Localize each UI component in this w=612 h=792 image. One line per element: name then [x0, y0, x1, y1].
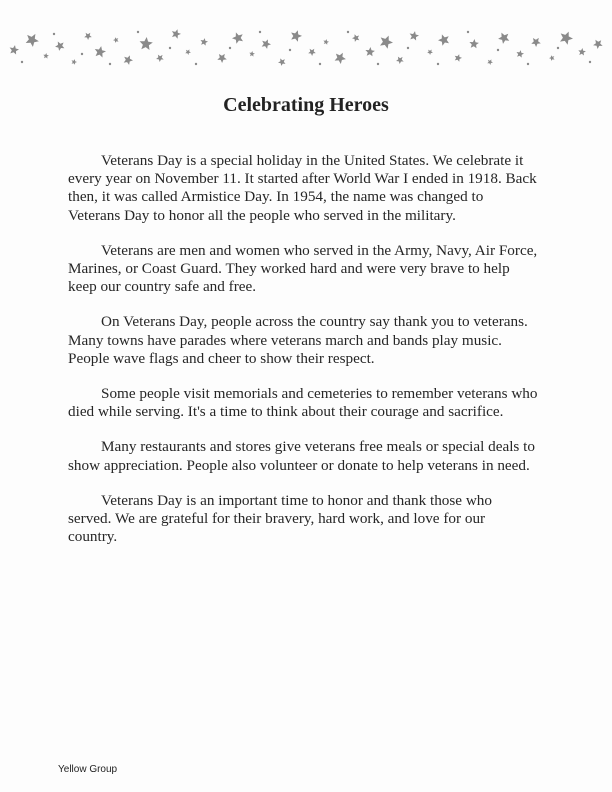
star-icon [560, 32, 573, 45]
star-icon [140, 37, 153, 50]
star-icon [291, 30, 302, 41]
star-icon [72, 59, 78, 65]
star-icon [217, 54, 227, 63]
star-icon [156, 55, 164, 62]
star-fleck-icon [407, 47, 409, 49]
footer-group-label: Yellow Group [58, 764, 118, 775]
star-fleck-icon [467, 31, 469, 33]
star-icon [185, 49, 191, 55]
star-icon [43, 53, 49, 59]
star-icon [335, 53, 346, 64]
star-icon [549, 55, 555, 61]
star-icon [124, 55, 133, 65]
star-icon [323, 39, 329, 45]
star-icon [593, 40, 603, 49]
star-icon [278, 58, 286, 66]
star-icon [26, 34, 39, 47]
paragraph: On Veterans Day, people across the country say thank you to veterans. Many towns have parades where veterans march and bands play music. People wave flags and cheer to show their respect. [68, 313, 528, 367]
star-fleck-icon [437, 63, 439, 65]
star-icon [10, 45, 19, 54]
paragraph: Some people visit memorials and cemeteries to remember veterans who died while serving. It's a time to think about their courage and sacrifice. [68, 385, 538, 421]
star-icon [352, 34, 359, 42]
page-title: Celebrating Heroes [223, 94, 389, 116]
star-icon [365, 47, 375, 56]
star-fleck-icon [289, 49, 291, 51]
star-icon [113, 37, 119, 43]
star-icon [487, 59, 493, 65]
star-icon [380, 36, 393, 49]
star-icon [578, 48, 586, 56]
star-fleck-icon [557, 47, 559, 49]
star-fleck-icon [377, 63, 379, 65]
star-border-icon [0, 18, 612, 70]
star-icon [410, 31, 419, 40]
star-icon [469, 39, 479, 48]
star-icon [249, 51, 255, 57]
paragraph: Veterans Day is an important time to honor and thank those who served. We are grateful for their bravery, hard work, and love for our country. [68, 491, 492, 546]
star-fleck-icon [169, 47, 171, 49]
paragraph: Many restaurants and stores give veterans free meals or special deals to show appreciation. People also volunteer or donate to help veterans in need. [68, 438, 535, 474]
star-icon [232, 32, 243, 43]
star-fleck-icon [137, 31, 139, 33]
star-fleck-icon [527, 63, 529, 65]
star-icon [396, 57, 404, 64]
star-icon [438, 34, 449, 45]
star-fleck-icon [229, 47, 231, 49]
star-icon [308, 49, 316, 56]
star-icon [531, 38, 541, 47]
star-fleck-icon [81, 53, 83, 55]
paragraph: Veterans Day is a special holiday in the United States. We celebrate it every year on November 11. It started after World War I ended in 1918. Back then, it was called Armistice Day. In 1954, the name was changed to Veterans Day to honor all the people who served in the military. [68, 152, 537, 224]
star-icon [172, 29, 181, 39]
star-fleck-icon [589, 61, 591, 63]
star-icon [55, 42, 64, 51]
star-fleck-icon [259, 31, 261, 33]
star-fleck-icon [319, 63, 321, 65]
star-icon [201, 38, 209, 46]
star-fleck-icon [53, 33, 55, 35]
star-fleck-icon [195, 63, 197, 65]
star-icon [498, 33, 509, 44]
star-fleck-icon [109, 63, 111, 65]
paragraph: Veterans are men and women who served in the Army, Navy, Air Force, Marines, or Coast Guard. They worked hard and were very brave to help keep our country safe and free. [68, 241, 538, 296]
star-icon [262, 39, 271, 49]
star-fleck-icon [497, 49, 499, 51]
star-fleck-icon [21, 61, 23, 63]
article-body [68, 152, 538, 563]
star-icon [455, 54, 462, 62]
star-icon [517, 50, 525, 58]
star-fleck-icon [347, 31, 349, 33]
star-icon [84, 33, 92, 40]
star-icon [427, 50, 433, 56]
star-icon [95, 46, 106, 57]
